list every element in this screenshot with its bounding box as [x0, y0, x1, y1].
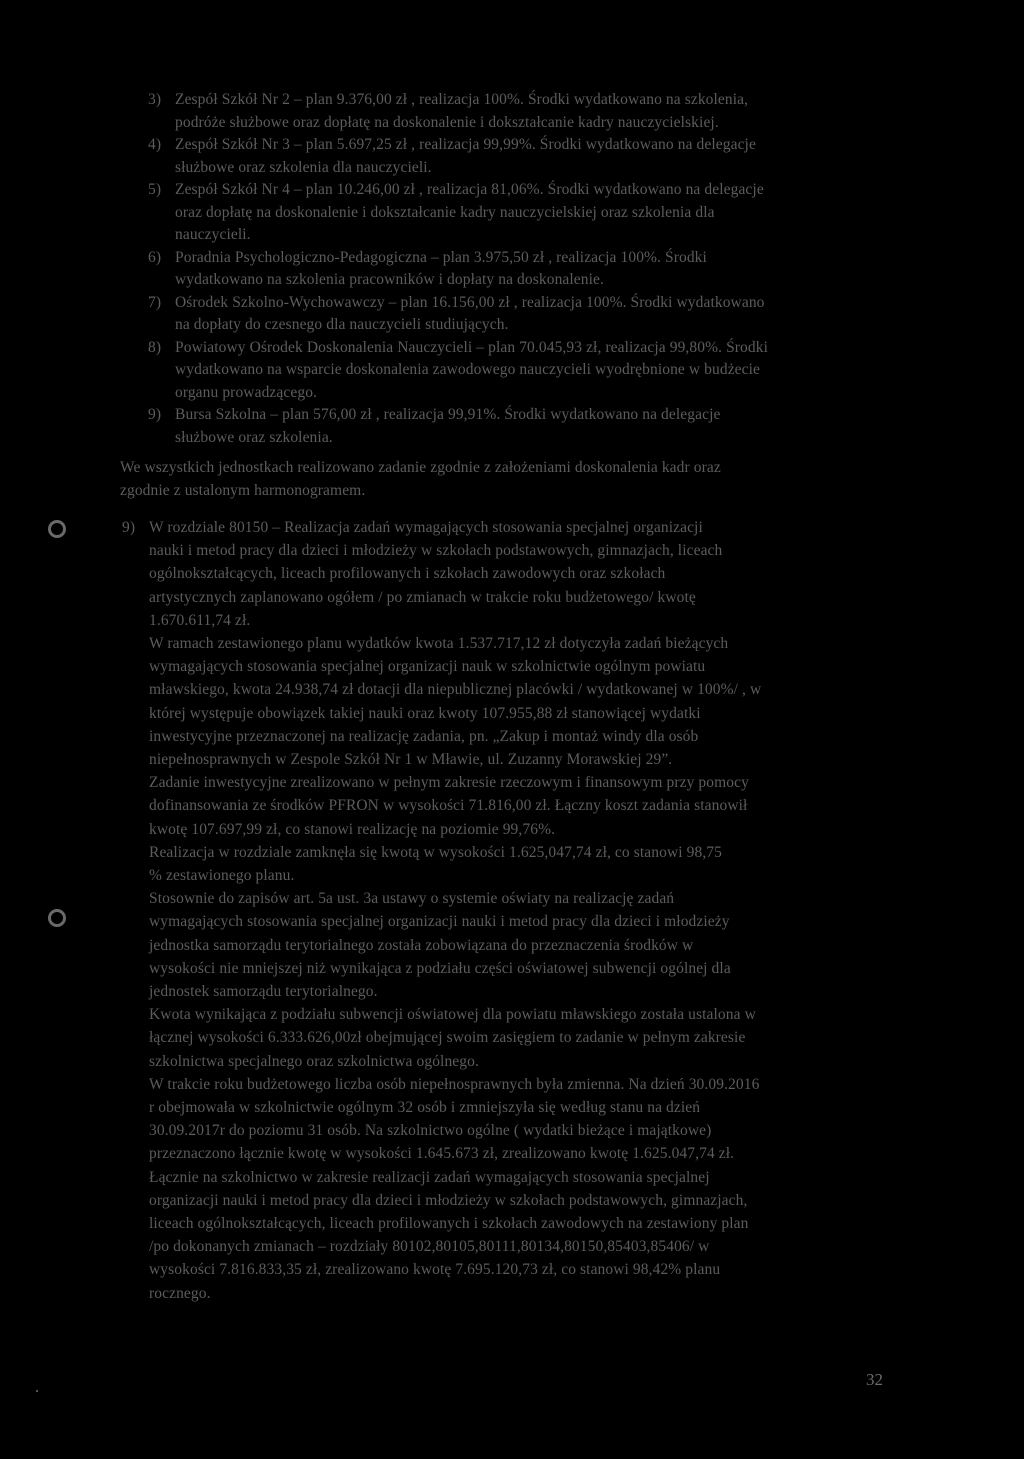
section-text-line: /po dokonanych zmianach – rozdziały 80102,80105,80111,80134,80150,85403,85406/ w — [149, 1238, 710, 1256]
list-item-text-line: Zespół Szkół Nr 3 – plan 5.697,25 zł , realizacja 99,99%. Środki wydatkowano na delegacje — [175, 136, 756, 153]
section-text-line: W trakcie roku budżetowego liczba osób niepełnosprawnych była zmienna. Na dzień 30.09.2016 — [149, 1075, 760, 1093]
section-text-line: szkolnictwa specjalnego oraz szkolnictwa ogólnego. — [149, 1052, 479, 1070]
list-item-text-line: nauczycieli. — [175, 226, 251, 243]
list-item-number: 5) — [148, 181, 162, 198]
section-text-line: dofinansowania ze środków PFRON w wysokości 71.816,00 zł. Łączny koszt zadania stanowił — [149, 797, 748, 815]
list-item-text-line: Bursa Szkolna – plan 576,00 zł , realizacja 99,91%. Środki wydatkowano na delegacje — [175, 406, 721, 423]
summary-line: We wszystkich jednostkach realizowano zadanie zgodnie z założeniami doskonalenia kadr oraz — [120, 459, 721, 476]
list-item-number: 3) — [148, 91, 162, 108]
list-item-number: 7) — [148, 293, 162, 311]
section-text-line: jednostek samorządu terytorialnego. — [149, 983, 378, 1000]
page-number: 32 — [866, 1370, 883, 1389]
section-text-line: niepełnosprawnych w Zespole Szkół Nr 1 w Mławie, ul. Zuzanny Morawskiej 29”. — [149, 751, 673, 768]
list-item-number: 6) — [148, 248, 162, 266]
section-text-line: r obejmowała w szkolnictwie ogólnym 32 osób i zmniejszyła się według stanu na dzień — [149, 1099, 701, 1116]
section-text-line: inwestycyjne przeznaczonej na realizację zadania, pn. „Zakup i montaż windy dla osób — [149, 727, 699, 745]
list-item-text-line: służbowe oraz szkolenia. — [175, 428, 333, 446]
section-text-line: artystycznych zaplanowano ogółem / po zmianach w trakcie roku budżetowego/ kwotę — [149, 588, 696, 606]
summary-line: zgodnie z ustalonym harmonogramem. — [120, 482, 366, 499]
punch-hole-icon — [48, 909, 66, 927]
section-text-line: liceach ogólnokształcących, liceach profilowanych i szkołach zawodowych na zestawiony plan — [149, 1215, 749, 1232]
section-text-line: ogólnokształcących, liceach profilowanych i szkołach zawodowych oraz szkołach — [149, 565, 666, 583]
section-text-line: W rozdziale 80150 – Realizacja zadań wymagających stosowania specjalnej organizacji — [149, 519, 703, 536]
section-text-line: Kwota wynikająca z podziału subwencji oświatowej dla powiatu mławskiego została ustalona w — [149, 1006, 756, 1024]
scan-speck — [36, 1390, 38, 1392]
section-text-line: mławskiego, kwota 24.938,74 zł dotacji dla niepublicznej placówki / wydatkowanej w 100%/ , w — [149, 681, 762, 699]
section-text-line: 30.09.2017r do poziomu 31 osób. Na szkolnictwo ogólne ( wydatki bieżące i majątkowe) — [149, 1122, 712, 1140]
list-item-text-line: Ośrodek Szkolno-Wychowawczy – plan 16.156,00 zł , realizacja 100%. Środki wydatkowano — [175, 293, 765, 311]
list-item-text-line: Zespół Szkół Nr 2 – plan 9.376,00 zł , realizacja 100%. Środki wydatkowano na szkolenia, — [175, 91, 749, 108]
section-text-line: nauki i metod pracy dla dzieci i młodzieży w szkołach podstawowych, gimnazjach, liceach — [149, 542, 723, 560]
section-text-line: Realizacja w rozdziale zamknęła się kwotą w wysokości 1.625,047,74 zł, co stanowi 98,75 — [149, 843, 722, 861]
list-item-text-line: służbowe oraz szkolenia dla nauczycieli. — [175, 158, 432, 176]
section-text-line: W ramach zestawionego planu wydatków kwota 1.537.717,12 zł dotyczyła zadań bieżących — [149, 635, 729, 652]
section-text-line: kwotę 107.697,99 zł, co stanowi realizację na poziomie 99,76%. — [149, 820, 556, 838]
section-text-line: przeznaczono łącznie kwotę w wysokości 1.645.673 zł, zrealizowano kwotę 1.625.047,74 zł. — [149, 1145, 735, 1163]
section-number: 9) — [122, 519, 136, 536]
section-text-line: wysokości 7.816.833,35 zł, zrealizowano kwotę 7.695.120,73 zł, co stanowi 98,42% planu — [149, 1261, 721, 1279]
section-text-line: % zestawionego planu. — [149, 867, 295, 884]
section-text-line: Stosownie do zapisów art. 5a ust. 3a ustawy o systemie oświaty na realizację zadań — [149, 890, 675, 908]
list-item-text-line: wydatkowano na wsparcie doskonalenia zawodowego nauczycieli wyodrębnione w budżecie — [175, 361, 761, 378]
list-item-text-line: organu prowadzącego. — [175, 383, 318, 401]
list-item-text-line: podróże służbowe oraz dopłatę na doskonalenie i dokształcanie kadry nauczycielskiej. — [175, 113, 719, 131]
list-item-text-line: Powiatowy Ośrodek Doskonalenia Nauczycieli – plan 70.045,93 zł, realizacja 99,80%. Środki — [175, 338, 769, 356]
list-item-number: 4) — [148, 136, 162, 153]
section-text-line: jednostka samorządu terytorialnego została zobowiązana do przeznaczenia środków w — [149, 936, 694, 954]
list-item-text-line: oraz dopłatę na doskonalenie i dokształcanie kadry nauczycielskiej oraz szkolenia dla — [175, 203, 715, 221]
punch-hole-icon — [48, 520, 66, 538]
list-item-number: 9) — [148, 406, 162, 423]
section-text-line: której występuje obowiązek takiej nauki oraz kwoty 107.955,88 zł stanowiącej wydatki — [149, 704, 701, 722]
section-text-line: organizacji nauki i metod pracy dla dzieci i młodzieży w szkołach podstawowych, gimnazjach, — [149, 1191, 748, 1209]
section-text-line: Łącznie na szkolnictwo w zakresie realizacji zadań wymagających stosowania specjalnej — [149, 1168, 710, 1186]
list-item-text-line: wydatkowano na szkolenia pracowników i dopłaty na doskonalenie. — [175, 271, 604, 288]
list-item-number: 8) — [148, 338, 162, 356]
section-text-line: wymagających stosowania specjalnej organizacji nauki i metod pracy dla dzieci i młodzieży — [149, 913, 730, 931]
list-item-text-line: Poradnia Psychologiczno-Pedagogiczna – plan 3.975,50 zł , realizacja 100%. Środki — [175, 248, 707, 266]
list-item-text-line: na dopłaty do czesnego dla nauczycieli studiujących. — [175, 316, 509, 333]
section-text-line: wymagających stosowania specjalnej organizacji nauk w szkolnictwie ogólnym powiatu — [149, 658, 706, 676]
section-text-line: łącznej wysokości 6.333.626,00zł obejmującej swoim zasięgiem to zadanie w pełnym zakresie — [149, 1029, 746, 1047]
section-text-line: 1.670.611,74 zł. — [149, 611, 251, 629]
section-text-line: Zadanie inwestycyjne zrealizowano w pełnym zakresie rzeczowym i finansowym przy pomocy — [149, 774, 749, 792]
section-text-line: rocznego. — [149, 1284, 211, 1302]
list-item-text-line: Zespół Szkół Nr 4 – plan 10.246,00 zł , realizacja 81,06%. Środki wydatkowano na delegacje — [175, 181, 764, 198]
section-text-line: wysokości nie mniejszej niż wynikająca z podziału części oświatowej subwencji ogólnej dla — [149, 959, 731, 977]
